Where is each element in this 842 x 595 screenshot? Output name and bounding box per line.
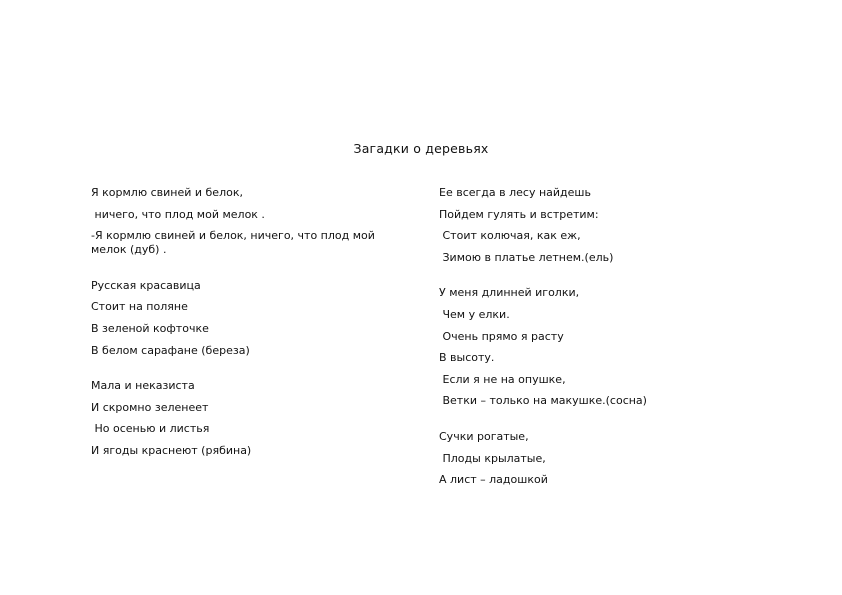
riddle-line: ничего, что плод мой мелок .	[91, 207, 265, 221]
riddle-rowan	[91, 379, 411, 458]
riddle-line: -Я кормлю свиней и белок, ничего, что плод мой мелок (дуб) .	[91, 229, 379, 257]
stanza-gap	[91, 365, 411, 379]
riddle-line: В зеленой кофточке	[91, 321, 209, 335]
riddle-line: Плоды крылатые,	[439, 451, 546, 465]
riddle-line: Чем у елки.	[439, 307, 510, 321]
riddle-line: Стоит колючая, как еж,	[439, 229, 581, 243]
riddle-line: Русская красавица	[91, 278, 201, 292]
riddle-line: Я кормлю свиней и белок,	[91, 186, 243, 199]
riddle-line: В высоту.	[439, 351, 495, 365]
riddle-line: Мала и неказиста	[91, 379, 195, 393]
riddle-line: Но осенью и листья	[91, 422, 210, 436]
riddle-line: Ветки – только на макушке.(сосна)	[439, 394, 647, 408]
riddle-line: И скромно зеленеет	[91, 400, 209, 414]
page-title: Загадки о деревьях	[353, 141, 489, 156]
riddle-line: А лист – ладошкой	[439, 473, 548, 487]
riddle-line: В белом сарафане (береза)	[91, 343, 250, 357]
riddle-line: Стоит на поляне	[91, 300, 188, 314]
right-column	[439, 186, 759, 495]
riddle-spruce	[439, 186, 759, 265]
riddle-line: И ягоды краснеют (рябина)	[91, 443, 252, 457]
riddle-line: Сучки рогатые,	[439, 429, 529, 443]
riddle-line: Очень прямо я расту	[439, 329, 564, 343]
stanza-gap	[439, 272, 759, 286]
riddle-maple	[439, 430, 759, 487]
riddle-line: Ее всегда в лесу найдешь	[439, 186, 591, 199]
riddle-line: Если я не на опушке,	[439, 372, 566, 386]
riddle-line: Зимою в платье летнем.(ель)	[439, 250, 614, 264]
stanza-gap	[91, 265, 411, 279]
riddle-line: У меня длинней иголки,	[439, 286, 580, 300]
riddle-pine	[439, 286, 759, 408]
riddle-line: Пойдем гулять и встретим:	[439, 207, 599, 221]
stanza-gap	[439, 416, 759, 430]
riddle-birch	[91, 279, 411, 358]
riddle-oak	[91, 186, 411, 257]
left-column	[91, 186, 411, 466]
